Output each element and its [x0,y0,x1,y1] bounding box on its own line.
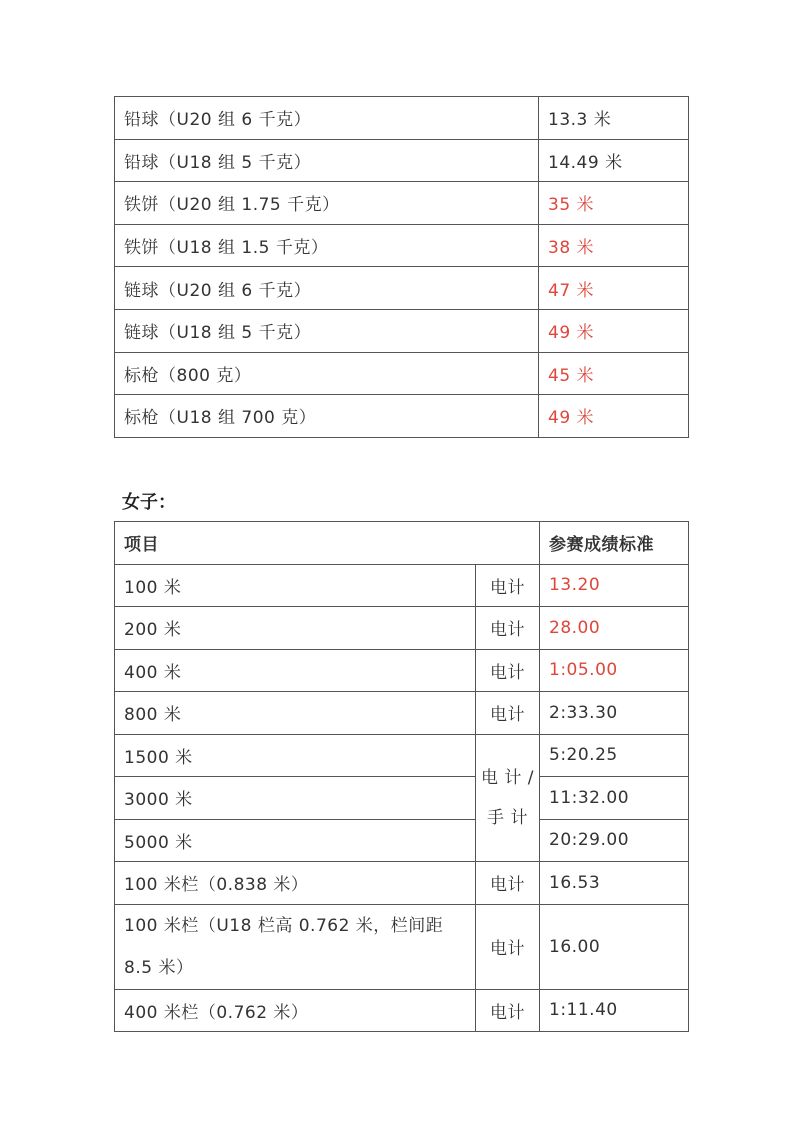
event-cell: 标枪（800 克） [115,352,539,395]
event-cell: 3000 米 [115,777,476,820]
table-row [115,607,689,650]
table-row [115,267,689,310]
table-row [115,182,689,225]
table-row [115,989,689,1032]
table-row [115,777,689,820]
event-cell: 5000 米 [115,819,476,862]
table-row [115,97,689,140]
event-cell: 100 米 [115,564,476,607]
timing-cell-merged: 电 计 / 手 计 [476,734,540,862]
standard-cell: 13.20 [540,564,689,607]
event-cell: 铅球（U20 组 6 千克） [115,97,539,140]
standard-cell: 49 米 [539,309,689,352]
event-cell: 铁饼（U20 组 1.75 千克） [115,182,539,225]
table-row [115,139,689,182]
women-section-heading: 女子： [122,492,176,513]
event-cell: 铁饼（U18 组 1.5 千克） [115,224,539,267]
standard-cell: 14.49 米 [539,139,689,182]
standard-cell: 2:33.30 [540,692,689,735]
table-row [115,734,689,777]
event-cell: 100 米栏（U18 栏高 0.762 米，栏间距 8.5 米） [115,904,476,989]
timing-cell: 电计 [476,564,540,607]
table-row [115,862,689,905]
standard-cell: 11:32.00 [540,777,689,820]
event-cell: 链球（U20 组 6 千克） [115,267,539,310]
standard-cell: 45 米 [539,352,689,395]
table-row [115,904,689,989]
timing-cell: 电计 [476,607,540,650]
standard-cell: 5:20.25 [540,734,689,777]
standard-cell: 13.3 米 [539,97,689,140]
standard-cell: 16.00 [540,904,689,989]
timing-cell: 电计 [476,904,540,989]
women-standards-table [114,521,689,1032]
timing-cell: 电计 [476,649,540,692]
table-row [115,564,689,607]
standard-cell: 28.00 [540,607,689,650]
table-row [115,309,689,352]
standard-cell: 35 米 [539,182,689,225]
event-cell: 400 米栏（0.762 米） [115,989,476,1032]
event-cell: 1500 米 [115,734,476,777]
table-row [115,692,689,735]
event-cell: 800 米 [115,692,476,735]
event-cell: 标枪（U18 组 700 克） [115,395,539,438]
timing-cell: 电计 [476,692,540,735]
event-cell: 铅球（U18 组 5 千克） [115,139,539,182]
standard-cell: 1:05.00 [540,649,689,692]
header-event: 项目 [115,522,540,565]
standard-cell: 47 米 [539,267,689,310]
event-cell: 100 米栏（0.838 米） [115,862,476,905]
header-standard: 参赛成绩标准 [540,522,689,565]
table-header-row [115,522,689,565]
timing-cell: 电计 [476,989,540,1032]
event-cell: 链球（U18 组 5 千克） [115,309,539,352]
standard-cell: 20:29.00 [540,819,689,862]
table-row [115,819,689,862]
men-throwing-standards-table [114,96,689,438]
table-row [115,352,689,395]
table-row [115,649,689,692]
timing-cell: 电计 [476,862,540,905]
standard-cell: 49 米 [539,395,689,438]
standard-cell: 38 米 [539,224,689,267]
event-cell: 400 米 [115,649,476,692]
event-cell: 200 米 [115,607,476,650]
standard-cell: 16.53 [540,862,689,905]
table-row [115,224,689,267]
standard-cell: 1:11.40 [540,989,689,1032]
table-row [115,395,689,438]
